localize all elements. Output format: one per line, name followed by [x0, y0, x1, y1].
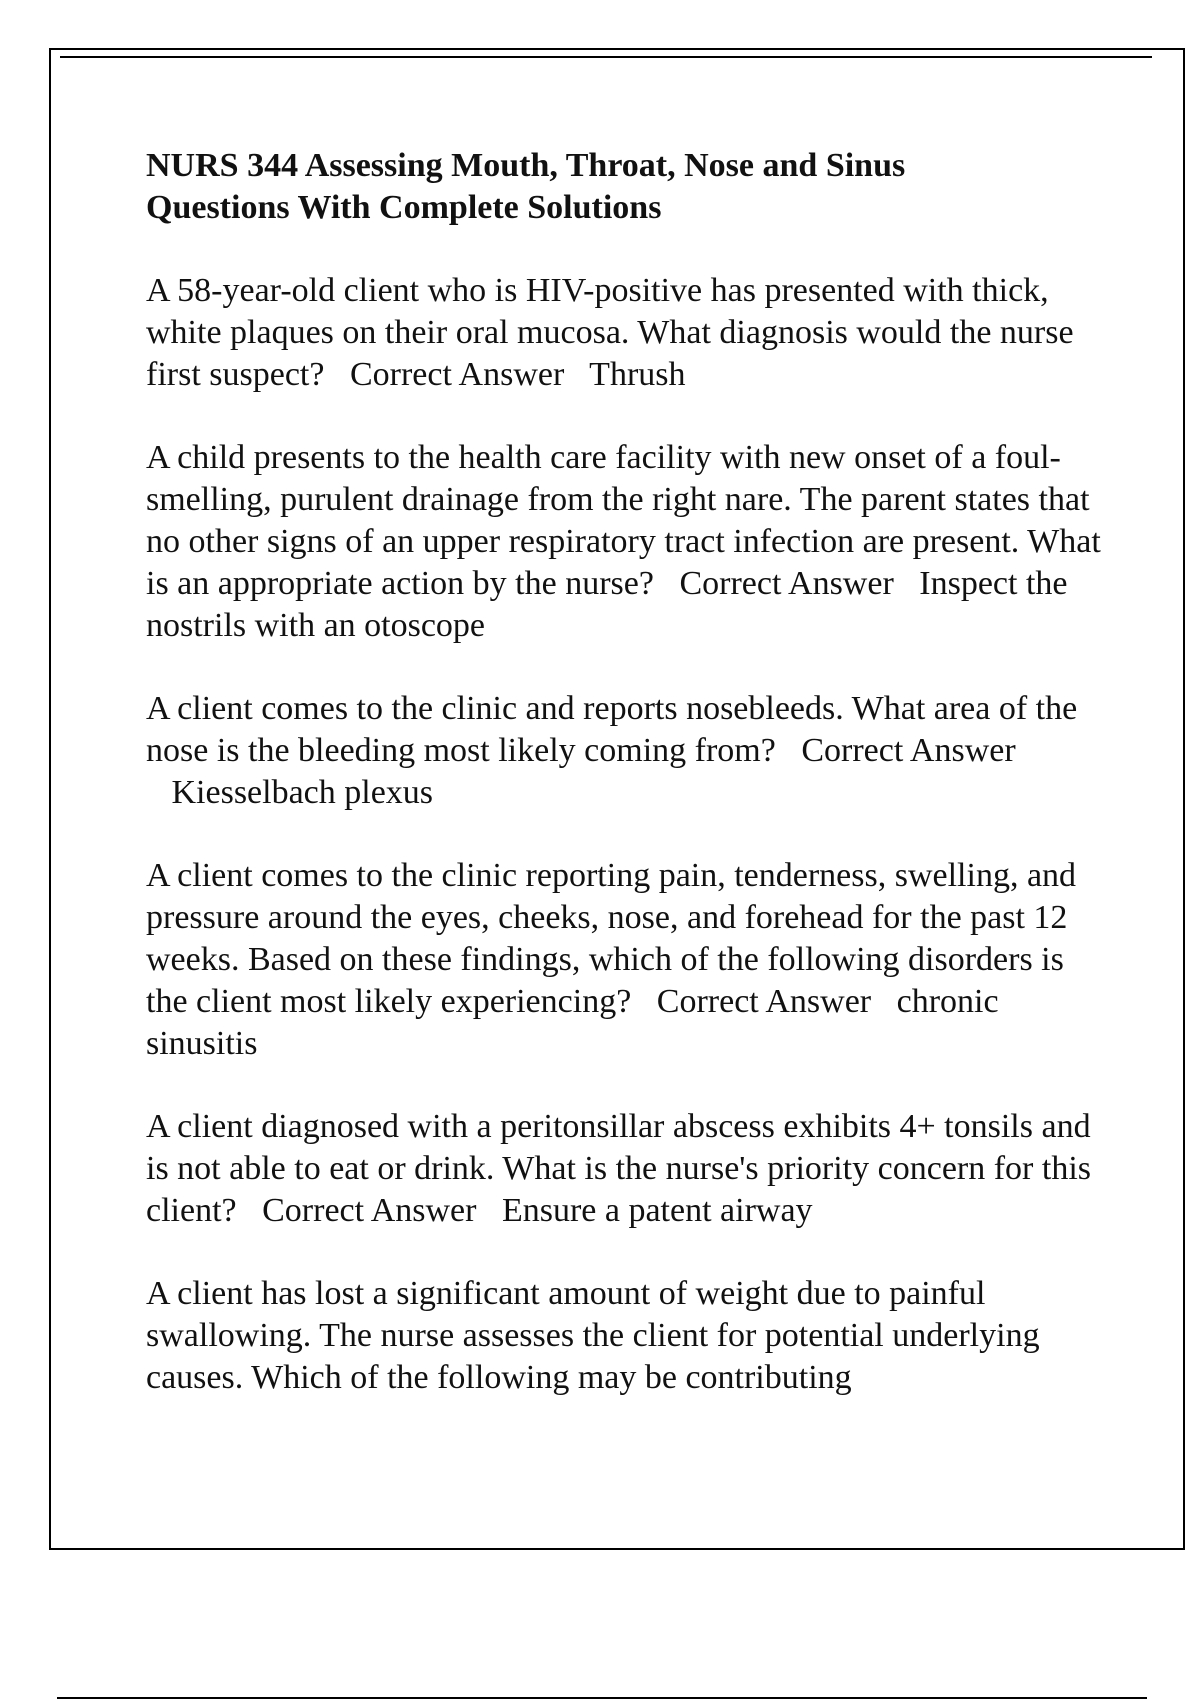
- qa-item: [146, 1106, 1106, 1232]
- title-line-1: NURS 344 Assessing Mouth, Throat, Nose and Sinus: [146, 147, 906, 184]
- answer-label: Correct Answer: [679, 565, 894, 602]
- question-text: A child presents to the health care facility with new onset of a foul-smelling, purulent drainage from the right nare. The parent states that no other signs of an upper respiratory tract infection are present. What is an appropriate action by the nurse?: [146, 439, 1101, 602]
- question-text: A client diagnosed with a peritonsillar abscess exhibits 4+ tonsils and is not able to eat or drink. What is the nurse's priority concern for this client?: [146, 1108, 1091, 1229]
- answer-label: Correct Answer: [349, 356, 565, 393]
- answer-label: Correct Answer: [801, 732, 1016, 769]
- answer-text: Thrush: [589, 356, 686, 393]
- answer-label: Correct Answer: [656, 983, 872, 1020]
- bottom-rule: [57, 1697, 1147, 1699]
- qa-item: [146, 688, 1106, 814]
- document-body: [146, 145, 1106, 1440]
- question-text: A client comes to the clinic reporting pain, tenderness, swelling, and pressure around the eyes, cheeks, nose, and forehead for the past 12 weeks. Based on these findings, which of the following disorders is the client most likely experiencing?: [146, 857, 1077, 1020]
- question-text: A 58-year-old client who is HIV-positive has presented with thick, white plaques on their oral mucosa. What diagnosis would the nurse first suspect?: [146, 272, 1074, 393]
- answer-text: Inspect the nostrils with an otoscope: [146, 565, 1068, 644]
- answer-text: Kiesselbach plexus: [171, 774, 434, 811]
- qa-item: [146, 1273, 1106, 1399]
- title-line-2: Questions With Complete Solutions: [146, 189, 662, 226]
- qa-item: [146, 437, 1106, 647]
- top-rule: [60, 56, 1152, 58]
- qa-item: [146, 270, 1106, 396]
- question-text: A client comes to the clinic and reports nosebleeds. What area of the nose is the bleeding most likely coming from?: [146, 690, 1078, 769]
- answer-text: Ensure a patent airway: [501, 1192, 813, 1229]
- question-text: A client has lost a significant amount of weight due to painful swallowing. The nurse assesses the client for potential underlying causes. Which of the following may be contributing: [146, 1275, 1040, 1396]
- document-title: [146, 145, 1106, 229]
- answer-label: Correct Answer: [262, 1192, 477, 1229]
- answer-text: chronic sinusitis: [146, 983, 999, 1062]
- qa-item: [146, 855, 1106, 1065]
- page-border: [49, 48, 1185, 1550]
